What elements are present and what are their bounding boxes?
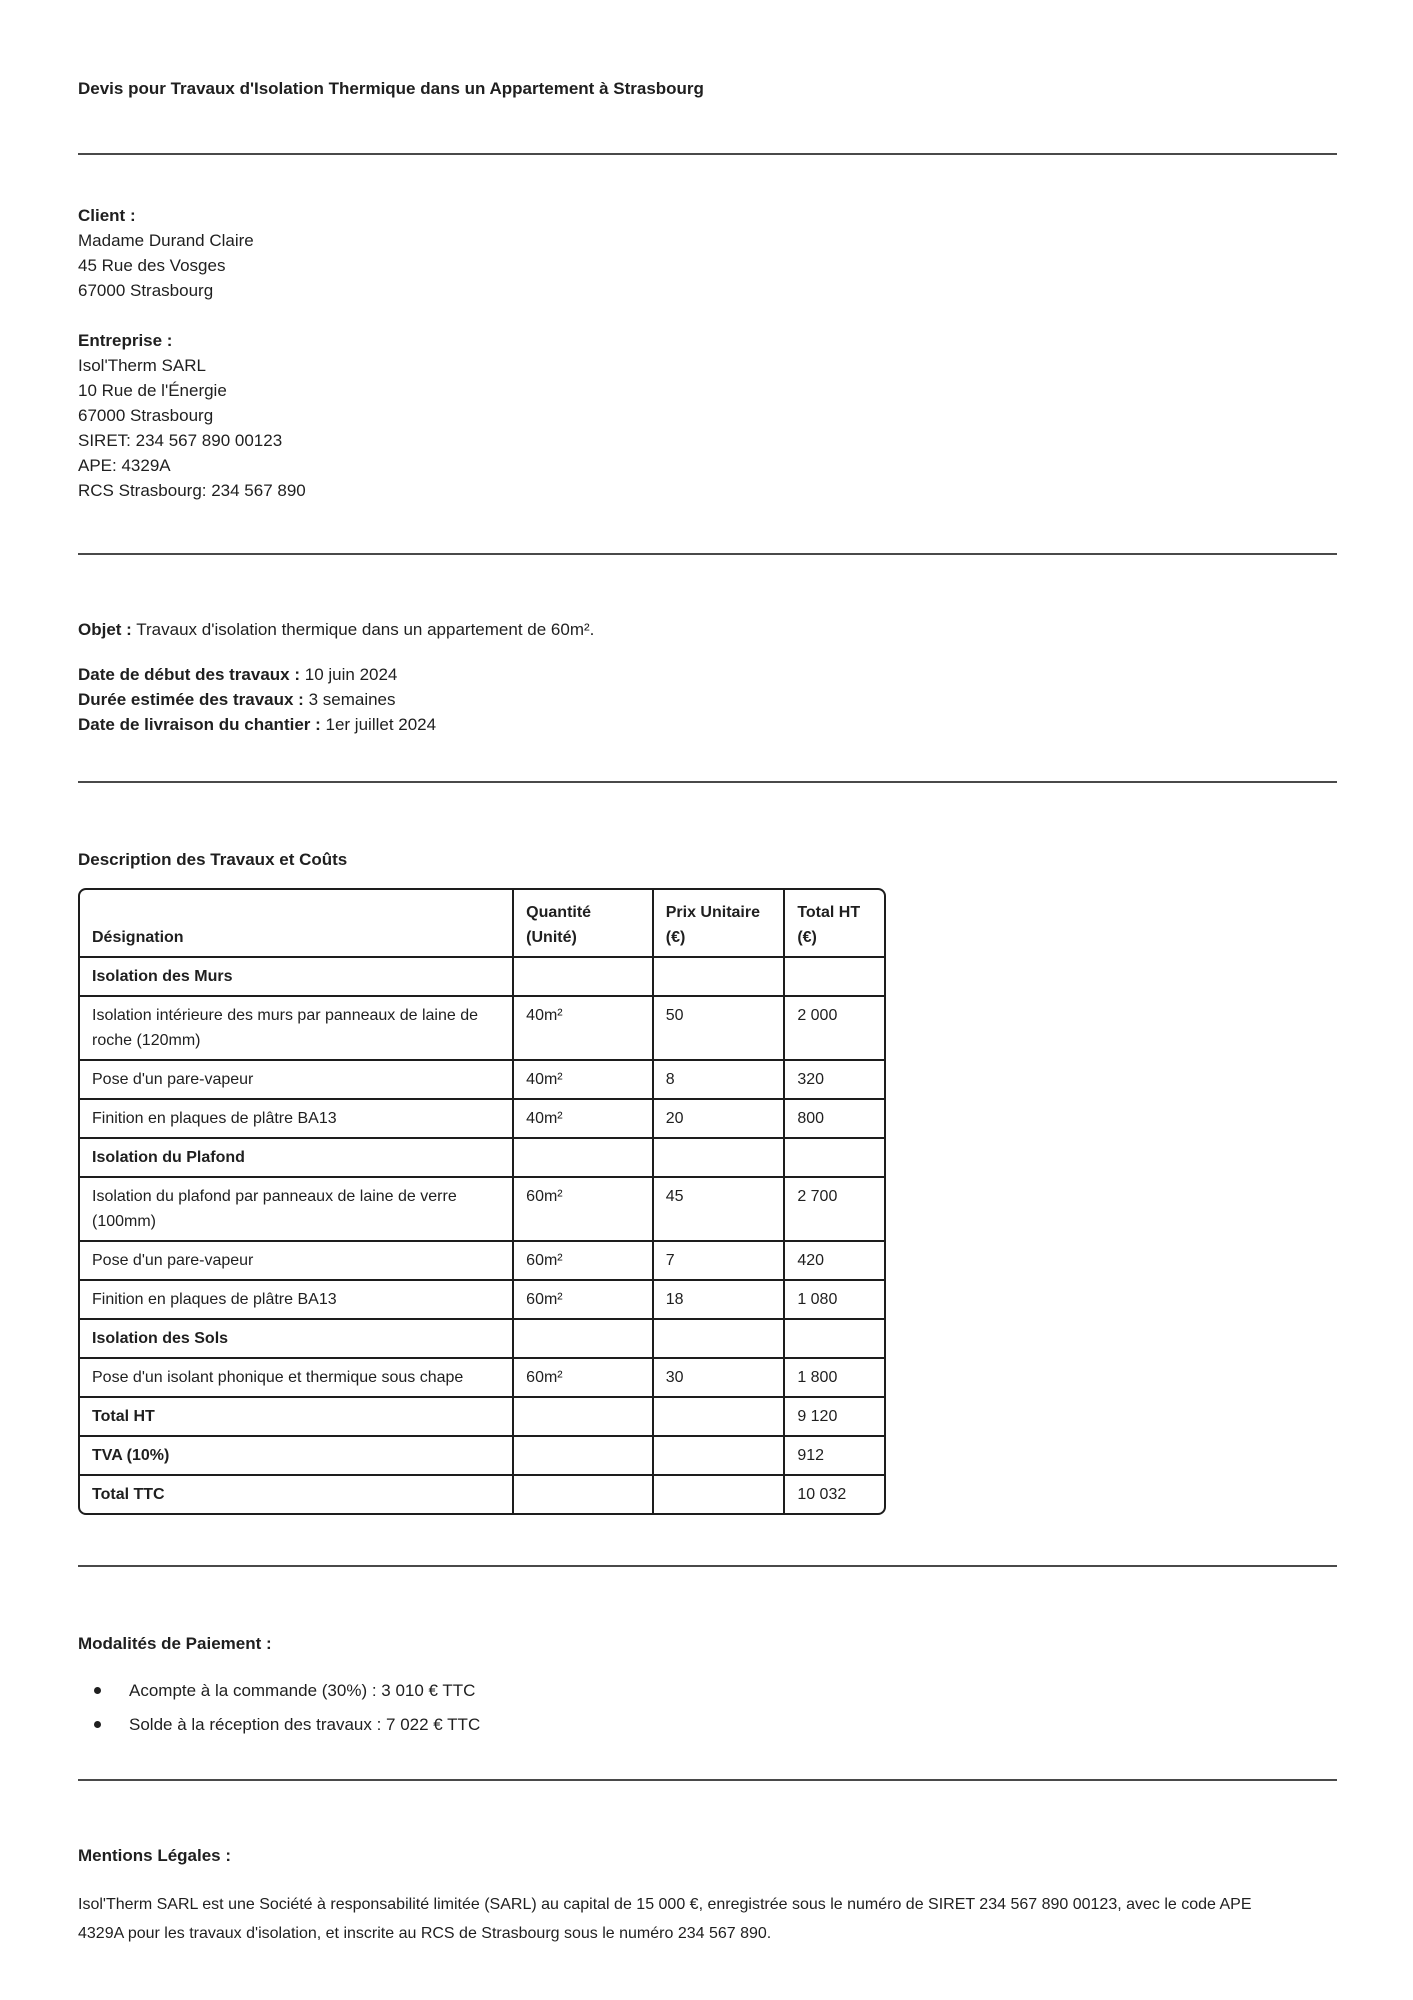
entreprise-line: 67000 Strasbourg [78,406,214,425]
cell-total: 1 080 [784,1280,884,1319]
cell-total: 9 120 [784,1397,884,1436]
cell-quantity [513,1138,653,1177]
cell-total: 912 [784,1436,884,1475]
date-value: 3 semaines [308,690,396,709]
entreprise-line: SIRET: 234 567 890 00123 [78,431,283,450]
cell-designation: Isolation des Murs [80,957,513,996]
col-header-line2: (€) [665,929,686,946]
col-header-prix-unitaire [653,890,785,957]
client-label: Client : [78,206,136,225]
cell-unit-price: 8 [653,1060,785,1099]
payment-item [78,1712,1337,1737]
cell-designation: Finition en plaques de plâtre BA13 [80,1280,513,1319]
col-header-line2: (Unité) [526,929,577,946]
client-line: 67000 Strasbourg [78,281,214,300]
cell-total: 320 [784,1060,884,1099]
col-header-line1: Prix Unitaire [665,904,760,921]
cell-unit-price [653,1319,785,1358]
table-row [80,957,884,996]
entreprise-block [78,328,1337,503]
table-row [80,1177,884,1241]
cell-unit-price [653,1436,785,1475]
objet-label: Objet : [78,620,132,639]
col-header-line1: Total HT [797,904,861,921]
cell-unit-price [653,1397,785,1436]
cell-quantity: 60m² [513,1177,653,1241]
document-title: Devis pour Travaux d'Isolation Thermique dans un Appartement à Strasbourg [78,79,704,98]
cell-quantity: 40m² [513,1060,653,1099]
cell-unit-price: 50 [653,996,785,1060]
cell-total [784,957,884,996]
entreprise-label: Entreprise : [78,331,173,350]
cell-total: 2 000 [784,996,884,1060]
section-divider [78,781,1337,783]
payment-item-text: Acompte à la commande (30%) : 3 010 € TTC [129,1681,476,1700]
cell-designation: Pose d'un pare-vapeur [80,1060,513,1099]
client-lines [78,228,1337,303]
cell-quantity [513,957,653,996]
entreprise-line: RCS Strasbourg: 234 567 890 [78,481,306,500]
payment-item-text: Solde à la réception des travaux : 7 022 € TTC [129,1715,481,1734]
table-row [80,1436,884,1475]
entreprise-line: 10 Rue de l'Énergie [78,381,227,400]
legal-text: Isol'Therm SARL est une Société à responsabilité limitée (SARL) au capital de 15 000 €, enregistrée sous le numéro de SIRET 234 567 890 00123, avec le code APE 4329A pour les travaux d'isolation, et inscrite au RCS de Strasbourg sous le numéro 234 567 890. [78,1896,1252,1942]
works-table [78,888,886,1515]
cell-designation: Isolation intérieure des murs par panneaux de laine de roche (120mm) [80,996,513,1060]
date-label: Durée estimée des travaux : [78,690,304,709]
cell-designation: Total HT [80,1397,513,1436]
objet-text: Travaux d'isolation thermique dans un appartement de 60m². [136,620,595,639]
col-header-line2: Désignation [92,929,184,946]
section-divider [78,153,1337,155]
table-row [80,1241,884,1280]
cell-quantity [513,1436,653,1475]
cell-quantity [513,1319,653,1358]
cell-unit-price: 45 [653,1177,785,1241]
bullet-icon [94,1687,101,1694]
cell-unit-price: 30 [653,1358,785,1397]
client-line: 45 Rue des Vosges [78,256,226,275]
table-row [80,1397,884,1436]
cell-quantity [513,1475,653,1513]
client-block [78,203,1337,303]
table-row [80,1060,884,1099]
dates-block [78,662,1337,737]
section-divider [78,1779,1337,1781]
table-row [80,1099,884,1138]
cell-total [784,1138,884,1177]
cell-designation: Isolation du Plafond [80,1138,513,1177]
cell-unit-price [653,1138,785,1177]
cell-quantity: 40m² [513,1099,653,1138]
cell-unit-price: 18 [653,1280,785,1319]
payment-heading: Modalités de Paiement : [78,1634,272,1653]
works-heading: Description des Travaux et Coûts [78,850,348,869]
client-line: Madame Durand Claire [78,231,254,250]
cell-unit-price: 20 [653,1099,785,1138]
cell-unit-price [653,1475,785,1513]
date-line [78,687,1337,712]
cell-designation: Finition en plaques de plâtre BA13 [80,1099,513,1138]
legal-heading: Mentions Légales : [78,1846,232,1865]
payment-item [78,1678,1337,1703]
date-label: Date de début des travaux : [78,665,301,684]
section-divider [78,1565,1337,1567]
cell-quantity [513,1397,653,1436]
cell-quantity: 60m² [513,1241,653,1280]
col-header-total-ht [784,890,884,957]
cell-quantity: 60m² [513,1358,653,1397]
col-header-designation [80,890,513,957]
cell-designation: Pose d'un pare-vapeur [80,1241,513,1280]
cell-total: 420 [784,1241,884,1280]
cell-unit-price: 7 [653,1241,785,1280]
date-label: Date de livraison du chantier : [78,715,321,734]
table-row [80,1475,884,1513]
cell-quantity: 40m² [513,996,653,1060]
payment-list [78,1678,1337,1737]
table-row [80,1358,884,1397]
entreprise-line: APE: 4329A [78,456,171,475]
entreprise-lines [78,353,1337,503]
cell-total: 2 700 [784,1177,884,1241]
objet-line [78,617,1337,642]
col-header-quantite [513,890,653,957]
cell-total: 1 800 [784,1358,884,1397]
table-row [80,1319,884,1358]
bullet-icon [94,1721,101,1728]
cell-total: 800 [784,1099,884,1138]
cell-quantity: 60m² [513,1280,653,1319]
cell-total [784,1319,884,1358]
cell-designation: Isolation des Sols [80,1319,513,1358]
cell-designation: Isolation du plafond par panneaux de laine de verre (100mm) [80,1177,513,1241]
cell-designation: Total TTC [80,1475,513,1513]
cell-total: 10 032 [784,1475,884,1513]
date-line [78,662,1337,687]
col-header-line1: Quantité [526,904,592,921]
cell-unit-price [653,957,785,996]
date-value: 1er juillet 2024 [325,715,437,734]
cell-designation: TVA (10%) [80,1436,513,1475]
table-row [80,1280,884,1319]
table-header-row [80,890,884,957]
date-line [78,712,1337,737]
section-divider [78,553,1337,555]
cell-designation: Pose d'un isolant phonique et thermique sous chape [80,1358,513,1397]
table-row [80,1138,884,1177]
date-value: 10 juin 2024 [304,665,398,684]
table-row [80,996,884,1060]
col-header-line2: (€) [797,929,817,946]
entreprise-line: Isol'Therm SARL [78,356,206,375]
